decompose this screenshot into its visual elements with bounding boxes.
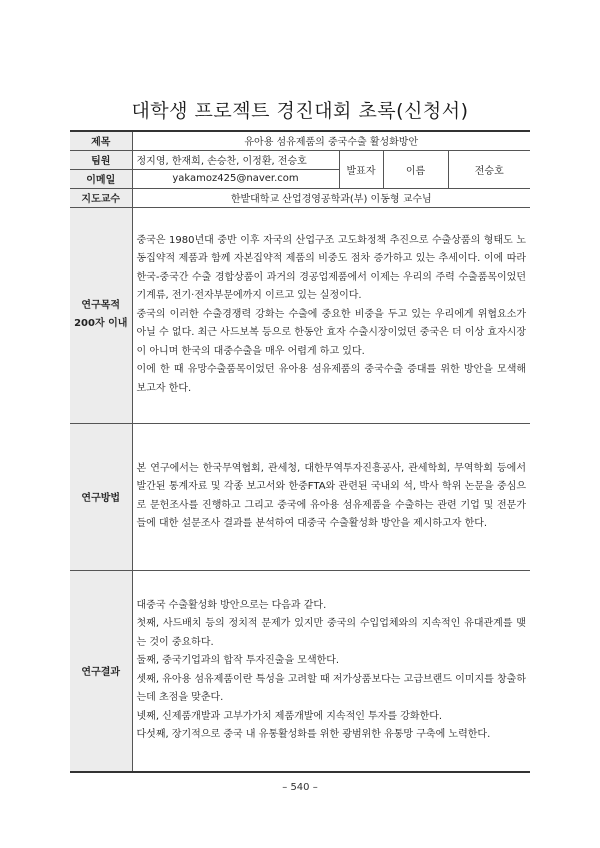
method-paragraph: 본 연구에서는 한국무역협회, 관세청, 대한무역투자진흥공사, 관세학회, 무역학회 등에서 발간된 통계자료 및 각종 보고서와 한중FTA와 관련된 국내외 석, 박사 학위 논문을 중심으로 문헌조사를 진행하고 그리고 중국에 유아용 섬유제품을 수출하는 관련 기업 및 전문가들에 대한 설문조사 결과를 분석하여 대중국 수출활성화 방안을 제시하고자 한다.: [136, 462, 527, 529]
purpose-row: [70, 207, 530, 423]
purpose-paragraph: 중국은 1980년대 중반 이후 자국의 산업구조 고도화정책 추진으로 수출상품의 형태도 노동집약적 제품과 함께 자본집약적 제품의 비중도 점차 증가하고 있는 추세이다. 이에 따라 한국-중국간 수출 경합상품이 과거의 경공업제품에서 이제는 우리의 주력 수출품목이었던 기계류, 전기·전자부문에까지 이르고 있는 실정이다.: [136, 234, 527, 302]
result-paragraph: 넷째, 신제품개발과 고부가가치 제품개발에 지속적인 투자를 강화한다.: [136, 710, 443, 722]
name-value: 전승호: [448, 150, 530, 188]
result-paragraph: 대중국 수출활성화 방안으로는 다음과 같다.: [136, 599, 327, 611]
advisor-value: 한밭대학교 산업경영공학과(부) 이동형 교수님: [132, 188, 530, 207]
result-label: 연구결과: [70, 570, 132, 772]
document-title: 대학생 프로젝트 경진대회 초록(신청서): [131, 100, 469, 122]
purpose-text: [132, 207, 530, 423]
subject-row: [70, 131, 530, 150]
method-row: [70, 423, 530, 570]
purpose-paragraph: 중국의 이러한 수출경쟁력 강화는 수출에 중요한 비중을 두고 있는 우리에게 위협요소가 아닐 수 없다. 최근 사드보복 등으로 한동안 효자 수출시장이었던 중국은 더 이상 효자시장이 아니며 한국의 대중수출을 매우 어렵게 하고 있다.: [136, 308, 527, 357]
presenter-label: 발표자: [339, 150, 383, 188]
result-paragraph: 셋째, 유아용 섬유제품이란 특성을 고려할 때 저가상품보다는 고급브랜드 이미지를 창출하는데 초점을 맞춘다.: [136, 673, 527, 704]
purpose-label-line2: 200자 이내: [74, 318, 128, 329]
result-row: [70, 570, 530, 772]
advisor-label: 지도교수: [70, 188, 132, 207]
result-paragraph: 둘째, 중국기업과의 합작 투자진출을 모색한다.: [136, 655, 340, 667]
method-label: 연구방법: [70, 423, 132, 570]
email-label: 이메일: [70, 169, 132, 188]
application-form-table: [70, 130, 530, 773]
method-text: [132, 423, 530, 570]
page-number: – 540 –: [282, 782, 318, 793]
subject-value: 유아용 섬유제품의 중국수출 활성화방안: [132, 131, 530, 150]
subject-label: 제목: [70, 131, 132, 150]
purpose-label: [70, 207, 132, 423]
result-paragraph: 첫째, 사드배치 등의 정치적 문제가 있지만 중국의 수입업체와의 지속적인 유대관계를 맺는 것이 중요하다.: [136, 618, 527, 648]
result-text: [132, 570, 530, 772]
email-value: yakamoz425@naver.com: [132, 169, 339, 188]
result-paragraph: 다섯째, 장기적으로 중국 내 유통활성화를 위한 광범위한 유통망 구축에 노력한다.: [136, 729, 491, 741]
name-label: 이름: [383, 150, 448, 188]
team-row: [70, 150, 530, 169]
purpose-label-line1: 연구목적: [81, 300, 121, 311]
team-label: 팀원: [70, 150, 132, 169]
advisor-row: [70, 188, 530, 207]
team-value: 정지영, 한재희, 손승찬, 이정환, 전승호: [132, 150, 339, 169]
purpose-paragraph: 이에 한 때 유망수출품목이었던 유아용 섬유제품의 중국수출 증대를 위한 방안을 모색해 보고자 한다.: [136, 364, 527, 394]
